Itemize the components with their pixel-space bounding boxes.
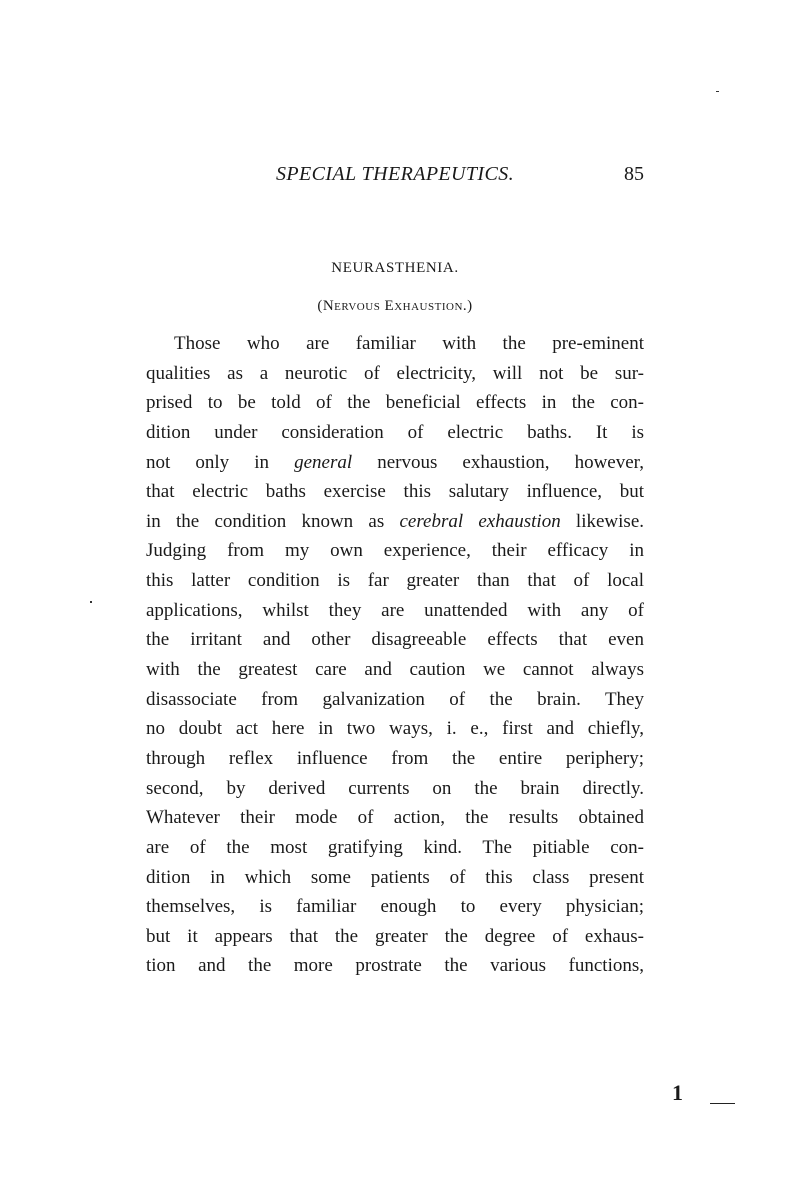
page-number: 85 xyxy=(624,163,644,185)
running-title: SPECIAL THERAPEUTICS. xyxy=(275,163,515,185)
section-title: NEURASTHENIA. xyxy=(331,260,459,276)
speck-mark xyxy=(716,91,719,92)
text-line: this latter condition is far greater than that of local xyxy=(146,570,644,592)
text-line: themselves, is familiar enough to every physician; xyxy=(146,896,644,918)
text-segment: in the condition known as xyxy=(146,510,400,532)
section-subtitle: (Nervous Exhaustion.) xyxy=(317,298,473,314)
footer-mark: 1 xyxy=(672,1080,683,1105)
text-line: through reflex influence from the entire periphery; xyxy=(146,747,644,769)
text-line: applications, whilst they are unattended with any of xyxy=(146,599,644,621)
text-line: dition in which some patients of this class present xyxy=(146,866,644,888)
text-line: prised to be told of the beneficial effects in the con- xyxy=(146,392,644,414)
text-segment: nervous exhaustion, however, xyxy=(352,451,644,473)
text-line: that electric baths exercise this salutary influence, but xyxy=(146,481,644,503)
text-line: no doubt act here in two ways, i. e., first and chiefly, xyxy=(146,718,644,740)
text-segment: likewise. xyxy=(560,510,645,532)
running-head xyxy=(146,163,644,193)
text-line: qualities as a neurotic of electricity, will not be sur- xyxy=(146,362,644,384)
text-line: the irritant and other disagreeable effects that even xyxy=(146,629,644,651)
footer-dash xyxy=(710,1103,735,1104)
text-line-with-italic xyxy=(146,507,644,537)
text-line-with-italic xyxy=(146,448,644,478)
text-line: but it appears that the greater the degree of exhaus- xyxy=(146,925,644,947)
text-line: Whatever their mode of action, the results obtained xyxy=(146,807,644,829)
speck-mark xyxy=(90,601,92,603)
text-line: are of the most gratifying kind. The pitiable con- xyxy=(146,836,644,858)
text-line: Judging from my own experience, their efficacy in xyxy=(146,540,644,562)
italic-term: cerebral exhaustion xyxy=(399,510,561,532)
text-line: disassociate from galvanization of the brain. They xyxy=(146,688,644,710)
text-segment: not only in xyxy=(146,451,295,473)
italic-term: general xyxy=(294,451,353,473)
text-line: with the greatest care and caution we cannot always xyxy=(146,659,644,681)
text-line: dition under consideration of electric baths. It is xyxy=(146,421,644,443)
body-paragraph xyxy=(146,329,644,981)
text-line: tion and the more prostrate the various functions, xyxy=(146,955,644,977)
text-line: Those who are familiar with the pre-eminent xyxy=(174,333,644,354)
text-line: second, by derived currents on the brain directly. xyxy=(146,777,644,799)
